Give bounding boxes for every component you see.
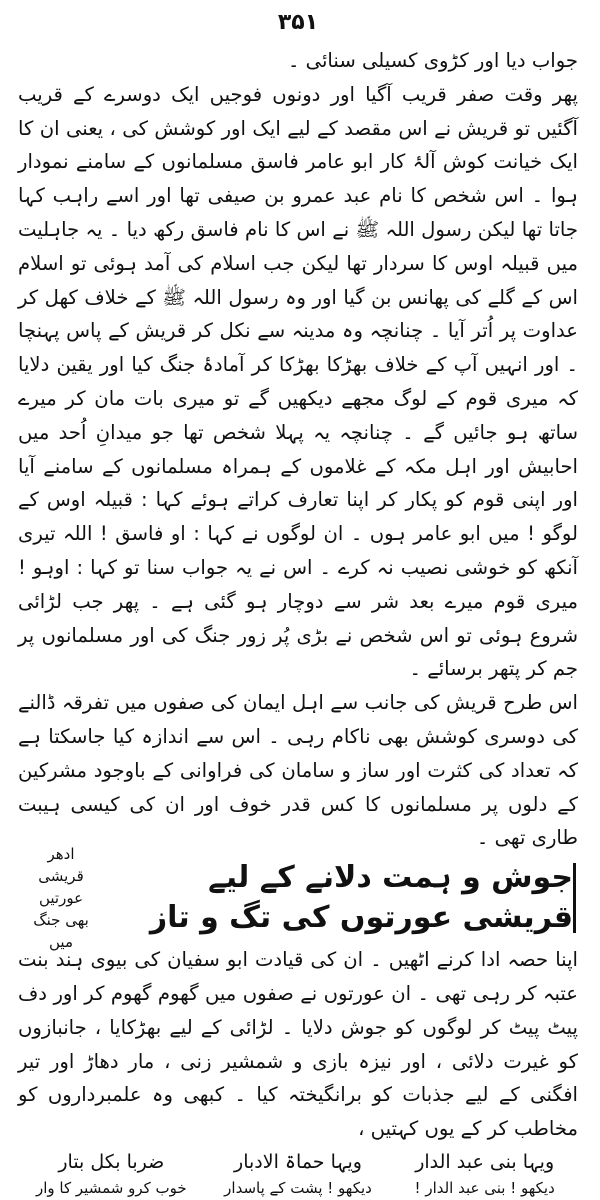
verse-1-translation: دیکھو ! بنی عبد الدار ! bbox=[414, 1178, 555, 1197]
poem-verse-2 bbox=[205, 1148, 392, 1200]
paragraph-intro: جواب دیا اور کڑوی کسیلی سنائی ۔ bbox=[287, 49, 578, 72]
verse-3-arabic: ضربا بکل بتار bbox=[58, 1150, 165, 1173]
section-heading-box bbox=[96, 860, 576, 936]
paragraph-quraysh-women: اپنا حصہ ادا کرنے اٹھیں ۔ ان کی قیادت ابو سفیان کی بیوی ہند بنت عتبہ کر رہی تھی ۔ ان عورتوں نے صفوں میں گھوم گھوم کر اور دف پیٹ پیٹ کر لوگوں کو جوش دلایا ۔ لڑائی کے لیے بھڑکایا ، جانبازوں کو غیرت دلائی ، اور نیزہ بازی و شمشیر زنی ، مار دھاڑ اور تیر افگنی کے لیے جذبات کو برانگیختہ کیا ۔ کبھی وہ علمبرداروں کو مخاطب کر کے یوں کہتیں ، bbox=[18, 948, 578, 1141]
verse-2-arabic: ویہا حماۃ الادبار bbox=[234, 1150, 362, 1173]
verse-3-translation: خوب کرو شمشیر کا وار bbox=[36, 1178, 187, 1197]
paragraph-abu-amir: پھر وقت صفر قریب آگیا اور دونوں فوجیں ایک دوسرے کے قریب آگئیں تو قریش نے اس مقصد کے لیے ایک اور کوشش کی ، یعنی ان کا ایک خیانت کوش آلۂ کار ابو عامر فاسق مسلمانوں کے سامنے نمودار ہوا ۔ اس شخص کا نام عبد عمرو بن صیفی تھا اور اسے راہب کہا جاتا تھا لیکن رسول اللہ ﷺ نے اس کا نام فاسق رکھ دیا ۔ یہ جاہلیت میں قبیلہ اوس کا سردار تھا لیکن جب اسلام کی آمد ہوئی تو اسلام اس کے گلے کی پھانس بن گیا اور وہ رسول اللہ ﷺ کے خلاف کھل کر عداوت پر اُتر آیا ۔ چنانچہ وہ مدینہ سے نکل کر قریش کے پاس پہنچا ۔ اور انہیں آپ کے خلاف بھڑکا بھڑکا کر آمادۂ جنگ کیا اور یقین دلایا کہ میری قوم کے لوگ مجھے دیکھیں گے تو میری بات مان کر میرے ساتھ ہو جائیں گے ۔ چنانچہ یہ پہلا شخص تھا جو میدانِ اُحد میں احابیش اور اہل مکہ کے غلاموں کے ہمراہ مسلمانوں کے سامنے آیا اور اپنی قوم کو پکار کر اپنا تعارف کراتے ہوئے کہا : قبیلہ اوس کے لوگو ! میں ابو عامر ہوں ۔ ان لوگوں نے کہا : او فاسق ! اللہ تیری آنکھ کو خوشی نصیب نہ کرے ۔ اس نے یہ جواب سنا تو کہا : اوہو ! میری قوم میرے بعد شر سے دوچار ہو گئی ہے ۔ پھر جب لڑائی شروع ہوئی تو اس شخص نے بڑی پُر زور جنگ کی اور مسلمانوں پر جم کر پتھر برسائے ۔ bbox=[18, 82, 578, 681]
page-number: ۳۵۱ bbox=[277, 10, 319, 35]
body-text-continued bbox=[18, 943, 578, 1146]
section-heading-row bbox=[18, 845, 578, 952]
poem-verse-3 bbox=[18, 1148, 205, 1200]
body-text bbox=[18, 44, 578, 855]
paragraph-second-attempt: اس طرح قریش کی جانب سے اہل ایمان کی صفوں میں تفرقہ ڈالنے کی دوسری کوشش بھی ناکام رہی ۔ اس سے اندازہ کیا جاسکتا ہے کہ تعداد کی کثرت اور ساز و سامان کی فراوانی کے باوجود مشرکین کے دلوں پر مسلمانوں کا کس قدر خوف اور ان کی کیسی ہیبت طاری تھی ۔ bbox=[18, 691, 578, 850]
section-heading: جوش و ہمت دلانے کے لیے قریشی عورتوں کی تگ و تاز bbox=[149, 860, 573, 936]
verse-1-arabic: ویہا بنی عبد الدار bbox=[415, 1150, 555, 1173]
margin-note: ادھر قریشی عورتیں بھی جنگ میں bbox=[33, 845, 89, 952]
verse-2-translation: دیکھو ! پشت کے پاسدار bbox=[224, 1178, 372, 1197]
poem-verses bbox=[18, 1148, 578, 1200]
poem-verse-1 bbox=[391, 1148, 578, 1200]
